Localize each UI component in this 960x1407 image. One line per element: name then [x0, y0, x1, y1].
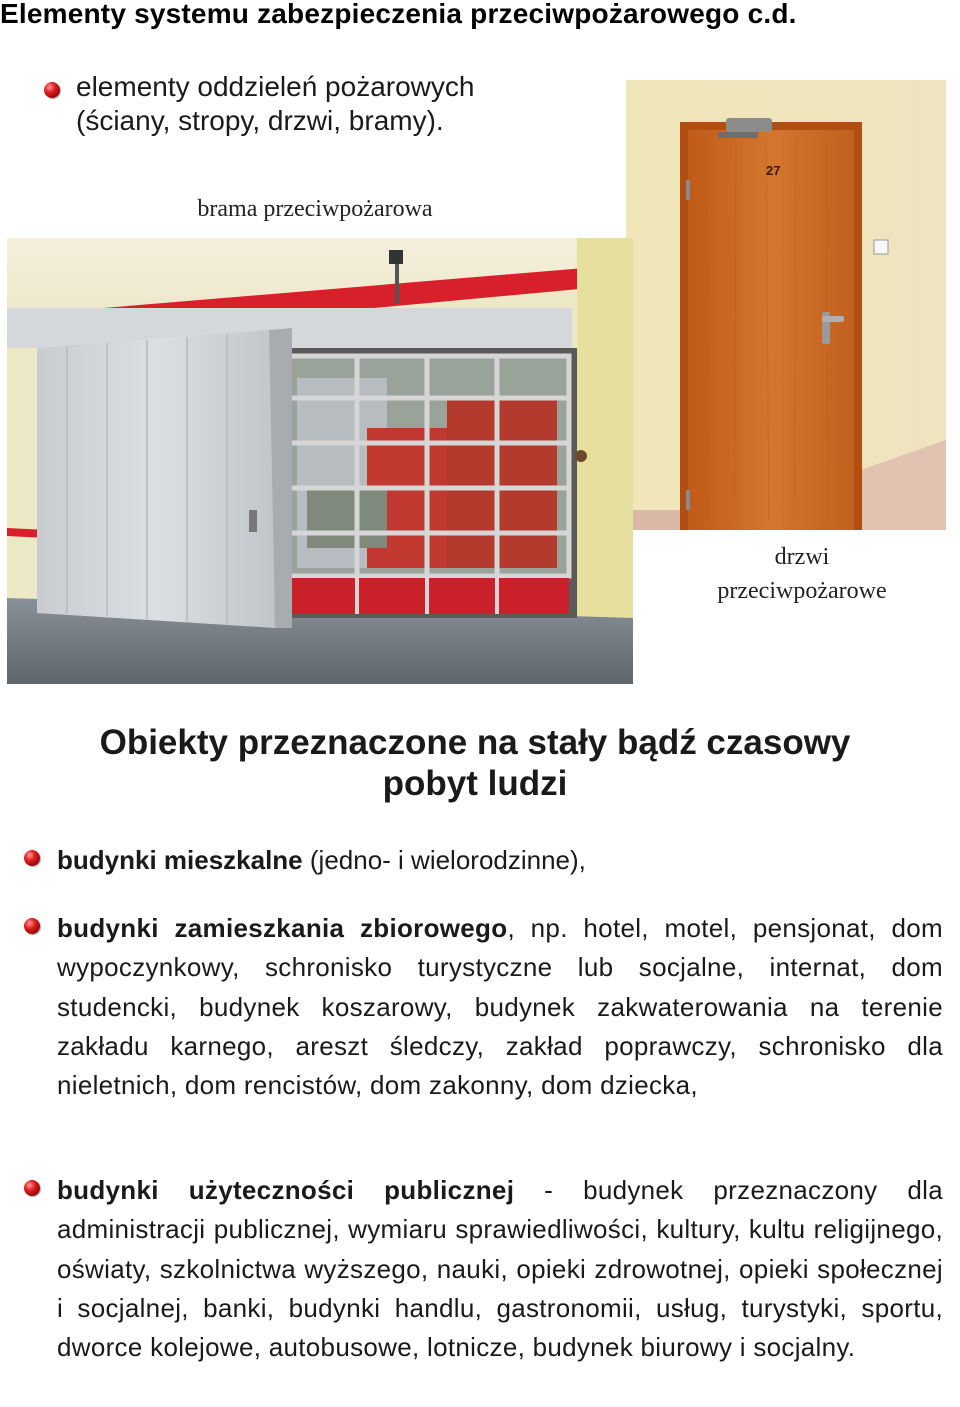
door-caption	[690, 540, 914, 608]
bullet-icon	[24, 918, 40, 934]
item-bold-label: budynki zamieszkania zbiorowego	[57, 913, 508, 943]
bullet-icon	[24, 1180, 40, 1196]
door-caption-line: przeciwpożarowe	[717, 578, 887, 604]
list-item	[57, 909, 943, 1147]
item-bold-label: budynki użyteczności publicznej	[57, 1175, 515, 1205]
list-item	[57, 1171, 943, 1407]
item-text: - budynek przeznaczony dla administracji publicznej, wymiaru sprawiedliwości, kultury, kultu religijnego, oświaty, szkolnictwa wyższego, nauki, opieki zdrowotnej, opieki społecznej i socjalnej, banki, budynki handlu, gastronomii, usług, turystyki, sportu, dworce kolejowe, autobusowe, lotnicze, budynek biurowy i socjalny.	[57, 1175, 943, 1363]
heading-line: pobyt ludzi	[382, 764, 568, 803]
item-bold-label: budynki mieszkalne	[57, 845, 303, 875]
fire-door-photo	[626, 80, 946, 530]
fire-gate-photo	[7, 238, 633, 684]
heading-line: Obiekty przeznaczone na stały bądź czasowy	[99, 723, 851, 762]
door-caption-line: drzwi	[774, 544, 830, 570]
bullet-text-line: (ściany, stropy, drzwi, bramy).	[76, 105, 444, 136]
item-text: , np. hotel, motel, pensjonat, dom wypoczynkowy, schronisko turystyczne lub socjalne, internat, dom studencki, budynek koszarowy, budynek zakwaterowania na terenie zakładu karnego, areszt śledczy, zakład poprawczy, schronisko dla nieletnich, dom rencistów, dom zakonny, dom dziecka,	[57, 913, 943, 1101]
list-item	[57, 841, 943, 880]
slide-title: Elementy systemu zabezpieczenia przeciwpożarowego c.d.	[0, 0, 797, 29]
bullet-text-line: elementy oddzieleń pożarowych	[76, 71, 475, 102]
door-number: 27	[766, 163, 781, 178]
bullet-icon	[44, 82, 60, 98]
gate-caption: brama przeciwpożarowa	[197, 196, 433, 222]
bullet-icon	[24, 850, 40, 866]
bullet-text-fire-separation	[76, 70, 474, 138]
item-text: (jedno- i wielorodzinne),	[302, 845, 586, 875]
section-heading	[0, 722, 950, 804]
